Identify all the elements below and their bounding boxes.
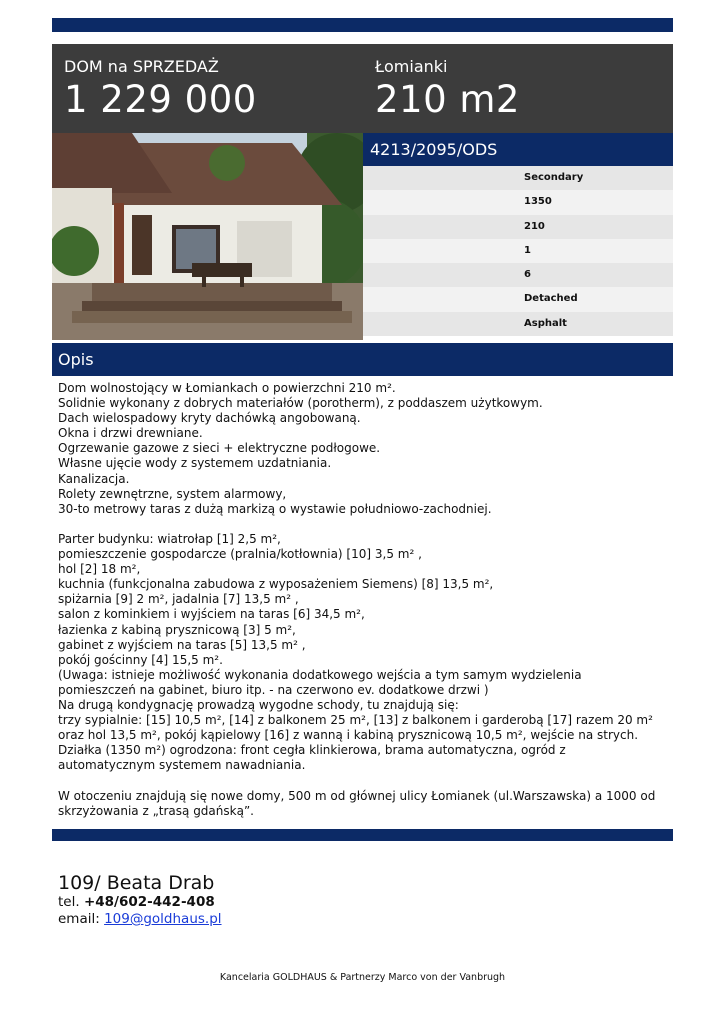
description-line: 30-to metrowy taras z dużą markizą o wystawie południowo-zachodniej. xyxy=(58,501,492,516)
location: Łomianki xyxy=(375,57,448,76)
listing-header xyxy=(52,44,673,133)
price: 1 229 000 xyxy=(64,78,257,121)
description-line: Dach wielospadowy kryty dachówką angobowaną. xyxy=(58,411,361,426)
description-line: spiżarnia [9] 2 m², jadalnia [7] 13,5 m² , xyxy=(58,592,299,607)
phone-number: +48/602-442-408 xyxy=(83,894,215,910)
param-access-road: Asphalt xyxy=(363,312,673,336)
email-link[interactable]: 109@goldhaus.pl xyxy=(104,911,222,927)
description-line: gabinet z wyjściem na taras [5] 13,5 m² , xyxy=(58,637,306,652)
description-line: Ogrzewanie gazowe z sieci + elektryczne podłogowe. xyxy=(58,441,381,456)
phone-label: tel. xyxy=(58,894,80,910)
description-line: salon z kominkiem i wyjściem na taras [6] 34,5 m², xyxy=(58,607,365,622)
header-right xyxy=(375,58,520,122)
agent-phone-line xyxy=(58,894,222,911)
footer-text: Kancelaria GOLDHAUS & Partnerzy Marco von der Vanbrugh xyxy=(219,972,506,983)
description-line: Własne ujęcie wody z systemem uzdatniania. xyxy=(58,456,332,471)
description-line: hol [2] 18 m², xyxy=(58,562,141,577)
description-line: trzy sypialnie: [15] 10,5 m², [14] z balkonem 25 m², [13] z balkonem i garderobą [17] razem 20 m² xyxy=(58,713,653,728)
description-line: łazienka z kabiną prysznicową [3] 5 m², xyxy=(58,622,296,637)
description-line: W otoczeniu znajdują się nowe domy, 500 m od głównej ulicy Łomianek (ul.Warszawska) a 1000 od xyxy=(58,788,656,803)
area: 210 m2 xyxy=(375,78,520,121)
param-usable-area: 210 xyxy=(363,215,673,239)
param-rooms: 6 xyxy=(363,263,673,287)
param-market: Secondary xyxy=(363,166,673,190)
description-line: Parter budynku: wiatrołap [1] 2,5 m², xyxy=(58,531,281,546)
description-line: pokój gościnny [4] 15,5 m². xyxy=(58,652,223,667)
agent-email-line xyxy=(58,911,222,928)
description-line: Na drugą kondygnację prowadzą wygodne schody, tu znajdują się: xyxy=(58,697,459,712)
description-line: Dom wolnostojący w Łomiankach o powierzchni 210 m². xyxy=(58,381,396,395)
description-line: Okna i drzwi drewniane. xyxy=(58,426,203,441)
bottom-accent-bar xyxy=(52,829,673,841)
agent-name: 109/ Beata Drab xyxy=(58,872,215,894)
description-line: Rolety zewnętrzne, system alarmowy, xyxy=(58,486,287,501)
description-line: (Uwaga: istnieje możliwość wykonania dodatkowego wejścia a tym samym wydzielenia xyxy=(58,667,582,682)
top-accent-bar xyxy=(52,18,673,32)
parameters-table xyxy=(363,166,673,336)
param-building-type: Detached xyxy=(363,287,673,311)
description-line xyxy=(58,517,670,532)
param-floors: 1 xyxy=(363,239,673,263)
description-line: Solidnie wykonany z dobrych materiałów (porotherm), z poddaszem użytkowym. xyxy=(58,396,543,411)
email-label: email: xyxy=(58,911,100,927)
param-plot-area: 1350 xyxy=(363,190,673,214)
header-left xyxy=(64,58,257,122)
description-heading: Opis xyxy=(52,343,673,376)
agent-contact xyxy=(58,872,222,928)
description-body xyxy=(58,381,670,819)
reference-number: 4213/2095/ODS xyxy=(363,133,673,166)
description-line: pomieszczenie gospodarcze (pralnia/kotłownia) [10] 3,5 m² , xyxy=(58,547,422,562)
description-line: skrzyżowania z „trasą gdańską”. xyxy=(58,803,254,818)
description-line: Działka (1350 m²) ogrodzona: front cegła klinkierowa, brama automatyczna, ogród z xyxy=(58,743,566,758)
description-line xyxy=(58,773,670,788)
listing-type: DOM na SPRZEDAŻ xyxy=(64,57,219,76)
description-line: Kanalizacja. xyxy=(58,471,130,486)
description-line: oraz hol 13,5 m², pokój kąpielowy [16] z wanną i kabiną prysznicową 10,5 m², wejście na strych. xyxy=(58,728,639,743)
description-line: automatycznym systemem nawadniania. xyxy=(58,758,306,773)
description-line: kuchnia (funkcjonalna zabudowa z wyposażeniem Siemens) [8] 13,5 m², xyxy=(58,577,494,592)
description-line: pomieszczeń na gabinet, biuro itp. - na czerwono ev. dodatkowe drzwi ) xyxy=(58,682,489,697)
property-photo xyxy=(52,133,363,340)
